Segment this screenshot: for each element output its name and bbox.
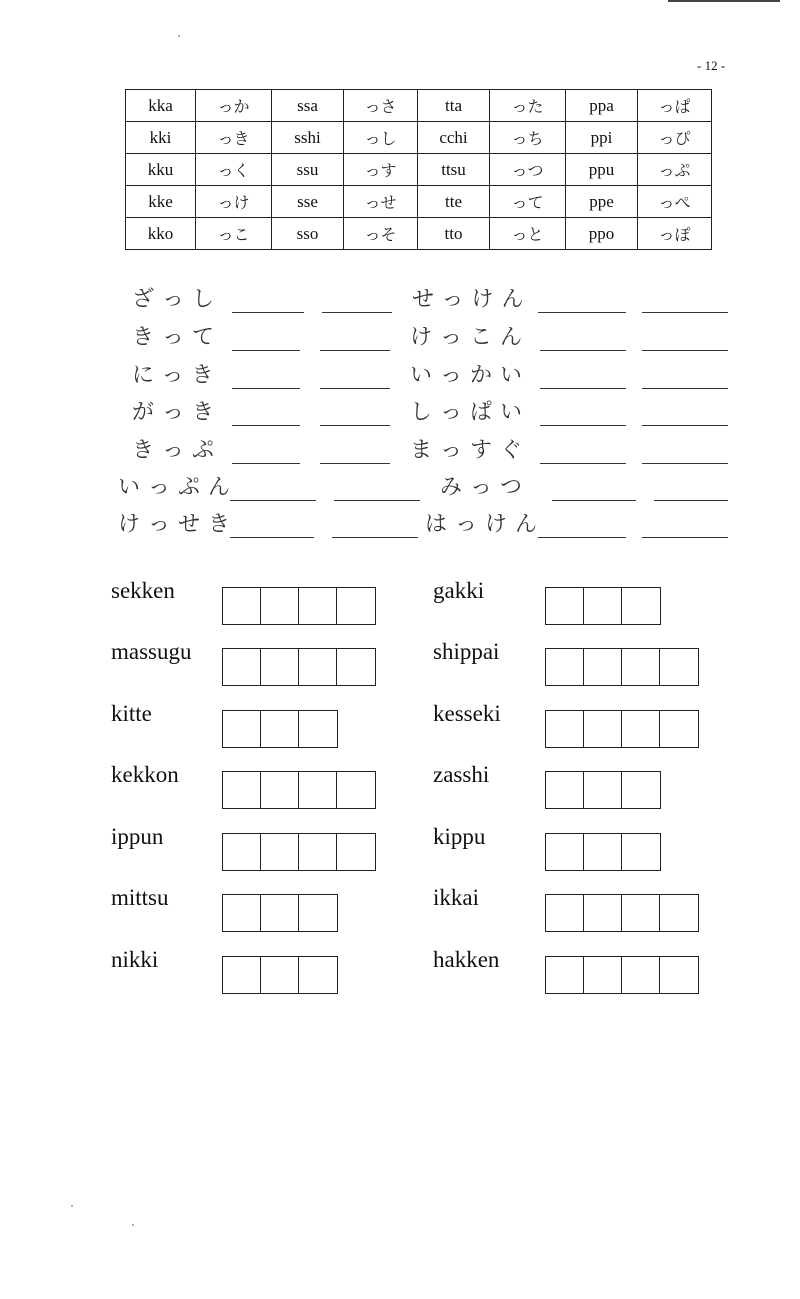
exercise-word-label: shippai [433,639,500,664]
kana-cell: っぷ [638,154,712,186]
answer-box[interactable] [660,957,698,993]
answer-box[interactable] [546,588,584,624]
exercise-word-label: kesseki [433,701,501,726]
answer-box[interactable] [337,588,375,624]
kana-cell: っく [196,154,272,186]
romaji-cell: kki [126,122,196,154]
exercise-word-label: mittsu [111,885,169,910]
practice-word [132,437,222,465]
answer-blank-line[interactable] [332,537,418,538]
answer-box-group [545,648,699,686]
romaji-cell: tto [418,218,490,250]
answer-box-group [545,587,661,625]
kana-cell: っち [490,122,566,154]
romaji-cell: kko [126,218,196,250]
answer-blank-line[interactable] [232,425,300,426]
answer-blank-line[interactable] [232,312,304,313]
romaji-cell: cchi [418,122,490,154]
answer-box[interactable] [584,588,622,624]
exercise-word-label: ippun [111,824,164,849]
answer-box[interactable] [584,957,622,993]
romaji-cell: kku [126,154,196,186]
exercise-word-label: kitte [111,701,152,726]
practice-word-text: はっけん [425,512,546,537]
kana-chart [125,89,712,250]
answer-blank-line[interactable] [538,312,626,313]
kana-chart-row [126,154,712,186]
romaji-cell: tta [418,90,490,122]
answer-box[interactable] [223,957,261,993]
kana-cell: って [490,186,566,218]
practice-word-text: みっつ [440,475,531,500]
answer-blank-line[interactable] [642,388,728,389]
practice-word-text: きっぷ [132,438,223,463]
answer-box-group [222,833,376,871]
romaji-cell: ppa [566,90,638,122]
answer-box[interactable] [622,588,660,624]
answer-blank-line[interactable] [320,350,390,351]
kana-cell: っせ [344,186,418,218]
answer-box[interactable] [622,957,660,993]
answer-box-group [222,771,376,809]
practice-word-text: しっぱい [410,400,531,425]
kana-cell: っぱ [638,90,712,122]
practice-word [132,324,222,352]
kana-chart-row [126,122,712,154]
answer-box[interactable] [299,649,337,685]
answer-blank-line[interactable] [540,425,626,426]
answer-box[interactable] [223,895,261,931]
page-number: - 12 - [697,58,726,73]
practice-word-text: いっぷん [118,475,239,500]
exercise-word-label: kekkon [111,762,179,787]
romaji-cell: kka [126,90,196,122]
scan-speck [71,1205,73,1207]
answer-blank-line[interactable] [540,350,626,351]
kana-cell: っぴ [638,122,712,154]
answer-box-group [222,710,338,748]
answer-box[interactable] [546,711,584,747]
romaji-cell: kke [126,186,196,218]
answer-blank-line[interactable] [322,312,392,313]
kana-cell: っぽ [638,218,712,250]
answer-blank-line[interactable] [320,425,390,426]
practice-word-text: にっき [132,363,222,388]
answer-box[interactable] [223,588,261,624]
scan-speck [132,1224,134,1226]
practice-word [118,474,238,502]
romaji-cell: sso [272,218,344,250]
kana-cell: っこ [196,218,272,250]
answer-box[interactable] [546,895,584,931]
answer-box[interactable] [261,834,299,870]
kana-cell: った [490,90,566,122]
answer-box[interactable] [337,772,375,808]
top-rule [668,0,780,2]
answer-box-group [545,833,661,871]
exercise-word-label: gakki [433,578,485,603]
answer-blank-line[interactable] [642,537,728,538]
answer-box[interactable] [622,711,660,747]
romaji-cell: ttsu [418,154,490,186]
answer-box[interactable] [622,772,660,808]
practice-word-text: いっかい [410,363,531,388]
answer-box[interactable] [660,711,698,747]
romaji-cell: ppo [566,218,638,250]
kana-chart-row [126,218,712,250]
answer-blank-line[interactable] [232,388,300,389]
answer-blank-line[interactable] [334,500,420,501]
kana-cell: っけ [196,186,272,218]
answer-box[interactable] [299,895,337,931]
practice-word [412,286,532,314]
answer-box-group [222,648,376,686]
answer-box[interactable] [337,649,375,685]
exercise-word-label: zasshi [433,762,490,787]
practice-word [132,286,222,314]
answer-box[interactable] [584,649,622,685]
kana-cell: っか [196,90,272,122]
answer-blank-line[interactable] [642,312,728,313]
answer-box[interactable] [546,649,584,685]
kana-cell: っと [490,218,566,250]
practice-word [118,511,238,539]
answer-box[interactable] [546,957,584,993]
answer-box[interactable] [261,649,299,685]
answer-blank-line[interactable] [642,463,728,464]
answer-blank-line[interactable] [230,500,316,501]
answer-blank-line[interactable] [642,425,728,426]
answer-box[interactable] [261,711,299,747]
kana-cell: っそ [344,218,418,250]
answer-box[interactable] [622,649,660,685]
answer-box[interactable] [546,772,584,808]
answer-box-group [545,771,661,809]
answer-box-group [545,956,699,994]
romaji-cell: ppu [566,154,638,186]
romaji-cell: ssu [272,154,344,186]
answer-box[interactable] [660,649,698,685]
exercise-word-label: sekken [111,578,175,603]
answer-box[interactable] [622,834,660,870]
answer-blank-line[interactable] [320,463,390,464]
answer-box[interactable] [223,834,261,870]
exercise-word-label: kippu [433,824,486,849]
practice-word-text: まっすぐ [410,438,531,463]
answer-box[interactable] [299,711,337,747]
answer-box[interactable] [299,834,337,870]
practice-word [132,399,222,427]
practice-word [132,362,222,390]
answer-box[interactable] [261,772,299,808]
exercise-word-label: hakken [433,947,500,972]
answer-box[interactable] [584,895,622,931]
scan-speck [178,35,180,37]
answer-box[interactable] [584,834,622,870]
romaji-cell: ppe [566,186,638,218]
answer-box-group [222,956,338,994]
practice-word [440,474,530,502]
practice-word [410,399,530,427]
answer-blank-line[interactable] [654,500,728,501]
kana-chart-row [126,90,712,122]
answer-box[interactable] [660,895,698,931]
practice-word-text: ざっし [132,287,223,312]
practice-word-text: がっき [132,400,223,425]
answer-box[interactable] [299,957,337,993]
kana-cell: っさ [344,90,418,122]
kana-cell: っぺ [638,186,712,218]
answer-box[interactable] [223,649,261,685]
answer-box[interactable] [261,957,299,993]
answer-blank-line[interactable] [540,463,626,464]
exercise-word-label: ikkai [433,885,479,910]
practice-word [410,362,530,390]
answer-blank-line[interactable] [232,350,300,351]
answer-box-group [222,587,376,625]
exercise-word-label: nikki [111,947,159,972]
romaji-cell: ppi [566,122,638,154]
kana-cell: っき [196,122,272,154]
practice-word [410,437,530,465]
practice-word [425,511,545,539]
answer-box[interactable] [261,588,299,624]
kana-cell: っつ [490,154,566,186]
answer-box-group [545,894,699,932]
answer-blank-line[interactable] [552,500,636,501]
answer-box[interactable] [299,772,337,808]
answer-blank-line[interactable] [540,388,626,389]
kana-cell: っし [344,122,418,154]
practice-word [410,324,530,352]
romaji-cell: sse [272,186,344,218]
answer-box[interactable] [622,895,660,931]
answer-blank-line[interactable] [320,388,390,389]
romaji-cell: ssa [272,90,344,122]
practice-word-text: せっけん [412,287,532,312]
answer-box[interactable] [299,588,337,624]
answer-blank-line[interactable] [642,350,728,351]
kana-cell: っす [344,154,418,186]
answer-box[interactable] [223,772,261,808]
answer-blank-line[interactable] [230,537,314,538]
answer-box-group [222,894,338,932]
practice-word-text: けっせき [118,512,239,537]
answer-box[interactable] [584,772,622,808]
romaji-cell: sshi [272,122,344,154]
kana-chart-row [126,186,712,218]
answer-box[interactable] [223,711,261,747]
practice-word-text: けっこん [410,325,531,350]
answer-blank-line[interactable] [232,463,300,464]
practice-word-text: きって [132,325,223,350]
answer-box[interactable] [261,895,299,931]
answer-box-group [545,710,699,748]
answer-blank-line[interactable] [538,537,626,538]
answer-box[interactable] [584,711,622,747]
answer-box[interactable] [337,834,375,870]
romaji-cell: tte [418,186,490,218]
exercise-word-label: massugu [111,639,192,664]
answer-box[interactable] [546,834,584,870]
